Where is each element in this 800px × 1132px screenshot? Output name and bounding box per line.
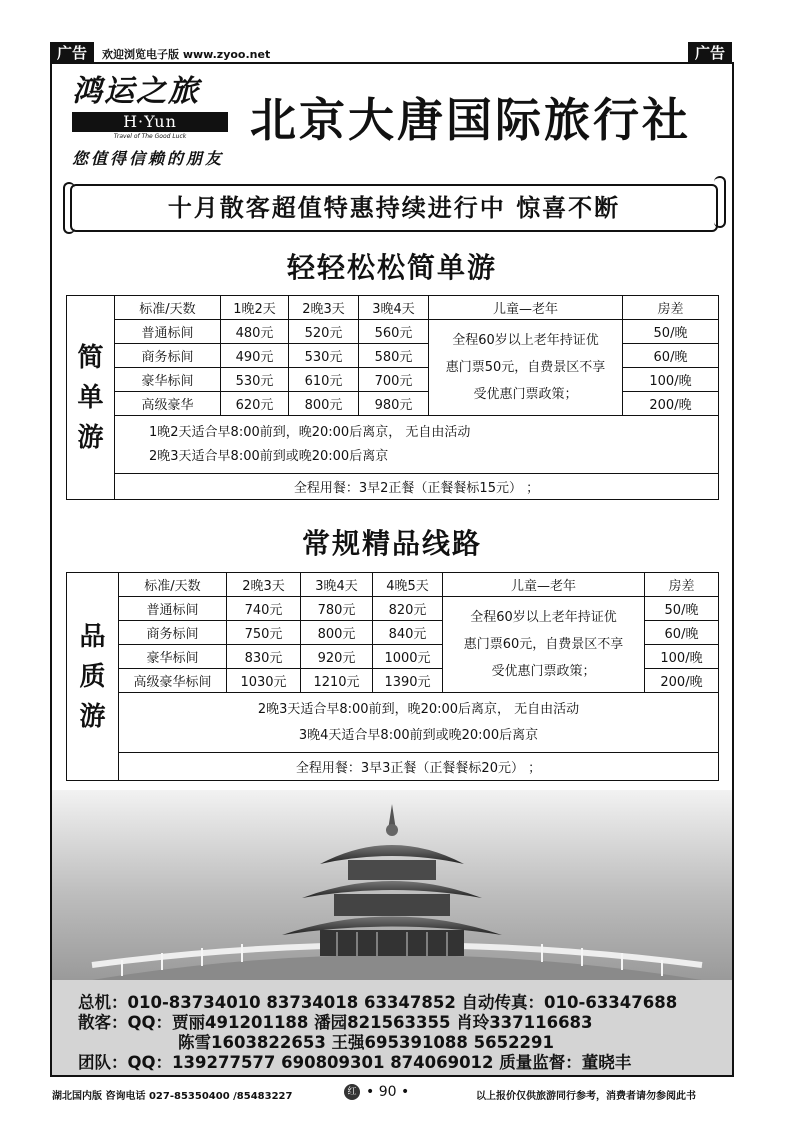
footer-right: 以上报价仅供旅游同行参考，消费者请勿参阅此书 (476, 1091, 696, 1102)
table-header-cell: 标准/天数 (119, 573, 227, 597)
contact-line-individual: 散客：QQ：贾丽491201188 潘园821563355 肖玲337116683 (78, 1013, 593, 1032)
site-text: 欢迎浏览电子版 www.zyoo.net (102, 48, 271, 61)
section1-title: 轻轻松松简单游 (286, 251, 497, 284)
table-header-cell: 3晚4天 (359, 296, 429, 320)
table-header-cell: 房差 (623, 296, 719, 320)
table-header-cell: 儿童—老年 (443, 573, 645, 597)
table-row: 高级豪华标间 1030元 1210元 1390元 200/晚 (67, 669, 719, 693)
slogan: 您值得信赖的朋友 (72, 149, 225, 168)
table-row: 豪华标间 830元 920元 1000元 100/晚 (67, 645, 719, 669)
table-header-cell: 4晚5天 (373, 573, 443, 597)
logo-tagline-en: Travel of The Good Luck (113, 133, 187, 140)
temple-background (52, 790, 732, 980)
table-header-cell: 2晚3天 (289, 296, 359, 320)
contact-line-group: 团队：QQ：139277577 690809301 874069012 质量监督：董晓丰 (78, 1053, 632, 1072)
section1-side-label: 简 单 游 (67, 296, 115, 500)
contact-line-main: 总机：010-83734010 83734018 63347852 自动传真：010-63347688 (78, 993, 678, 1012)
child-policy: 全程60岁以上老年持证优 惠门票60元，自费景区不享 受优惠门票政策； (443, 597, 645, 693)
table-header-cell: 1晚2天 (221, 296, 289, 320)
table-header-cell: 3晚4天 (301, 573, 373, 597)
promo-banner: 十月散客超值特惠持续进行中 惊喜不断 (70, 184, 718, 232)
logo-name-cn: 鸿运之旅 (72, 74, 200, 109)
section2-price-table (66, 572, 719, 781)
footer-left: 湖北国内版 咨询电话 027-85350400 /85483227 (52, 1091, 293, 1102)
table-header-cell: 2晚3天 (227, 573, 301, 597)
section1-notes: 1晚2天适合早8:00前到，晚20:00后离京， 无自由活动 2晚3天适合早8:00前到或晚20:00后离京 (115, 416, 719, 474)
table-row: 商务标间 750元 800元 840元 60/晚 (67, 621, 719, 645)
ad-tag-left: 广告 (50, 42, 94, 64)
footer-badge: 红 (344, 1084, 360, 1100)
table-row: 普通标间 480元 520元 560元 全程60岁以上老年持证优 惠门票50元，自费景区不享 受优惠门票政策； 50/晚 (67, 320, 719, 344)
table-row: 商务标间 490元 530元 580元 60/晚 (67, 344, 719, 368)
section2-side-label: 品 质 游 (67, 573, 119, 781)
table-header-cell: 标准/天数 (115, 296, 221, 320)
table-row: 豪华标间 530元 610元 700元 100/晚 (67, 368, 719, 392)
logo-name-en: H·Yun (72, 112, 228, 132)
section1-meals: 全程用餐：3早2正餐（正餐餐标15元） ； (115, 474, 719, 500)
ad-tag-right: 广告 (688, 42, 732, 64)
company-name: 北京大唐国际旅行社 (250, 93, 691, 147)
table-header-cell: 儿童—老年 (429, 296, 623, 320)
section2-notes: 2晚3天适合早8:00前到，晚20:00后离京， 无自由活动 3晚4天适合早8:00前到或晚20:00后离京 (119, 693, 719, 753)
scroll-right-curl (714, 176, 726, 228)
page-number: • 90 • (366, 1084, 410, 1100)
scroll-left-curl (63, 182, 75, 234)
table-header-cell: 房差 (645, 573, 719, 597)
child-policy: 全程60岁以上老年持证优 惠门票50元，自费景区不享 受优惠门票政策； (429, 320, 623, 416)
table-row: 普通标间 740元 780元 820元 全程60岁以上老年持证优 惠门票60元，自费景区不享 受优惠门票政策； 50/晚 (67, 597, 719, 621)
temple-of-heaven-image (52, 790, 732, 980)
section1-price-table (66, 295, 719, 500)
contact-line-individual-2: 陈雪1603822653 王强695391088 5652291 (178, 1033, 554, 1052)
section2-title: 常规精品线路 (301, 527, 482, 560)
logo (72, 74, 228, 141)
section2-meals: 全程用餐：3早3正餐（正餐餐标20元） ； (119, 753, 719, 781)
table-row: 高级豪华 620元 800元 980元 200/晚 (67, 392, 719, 416)
